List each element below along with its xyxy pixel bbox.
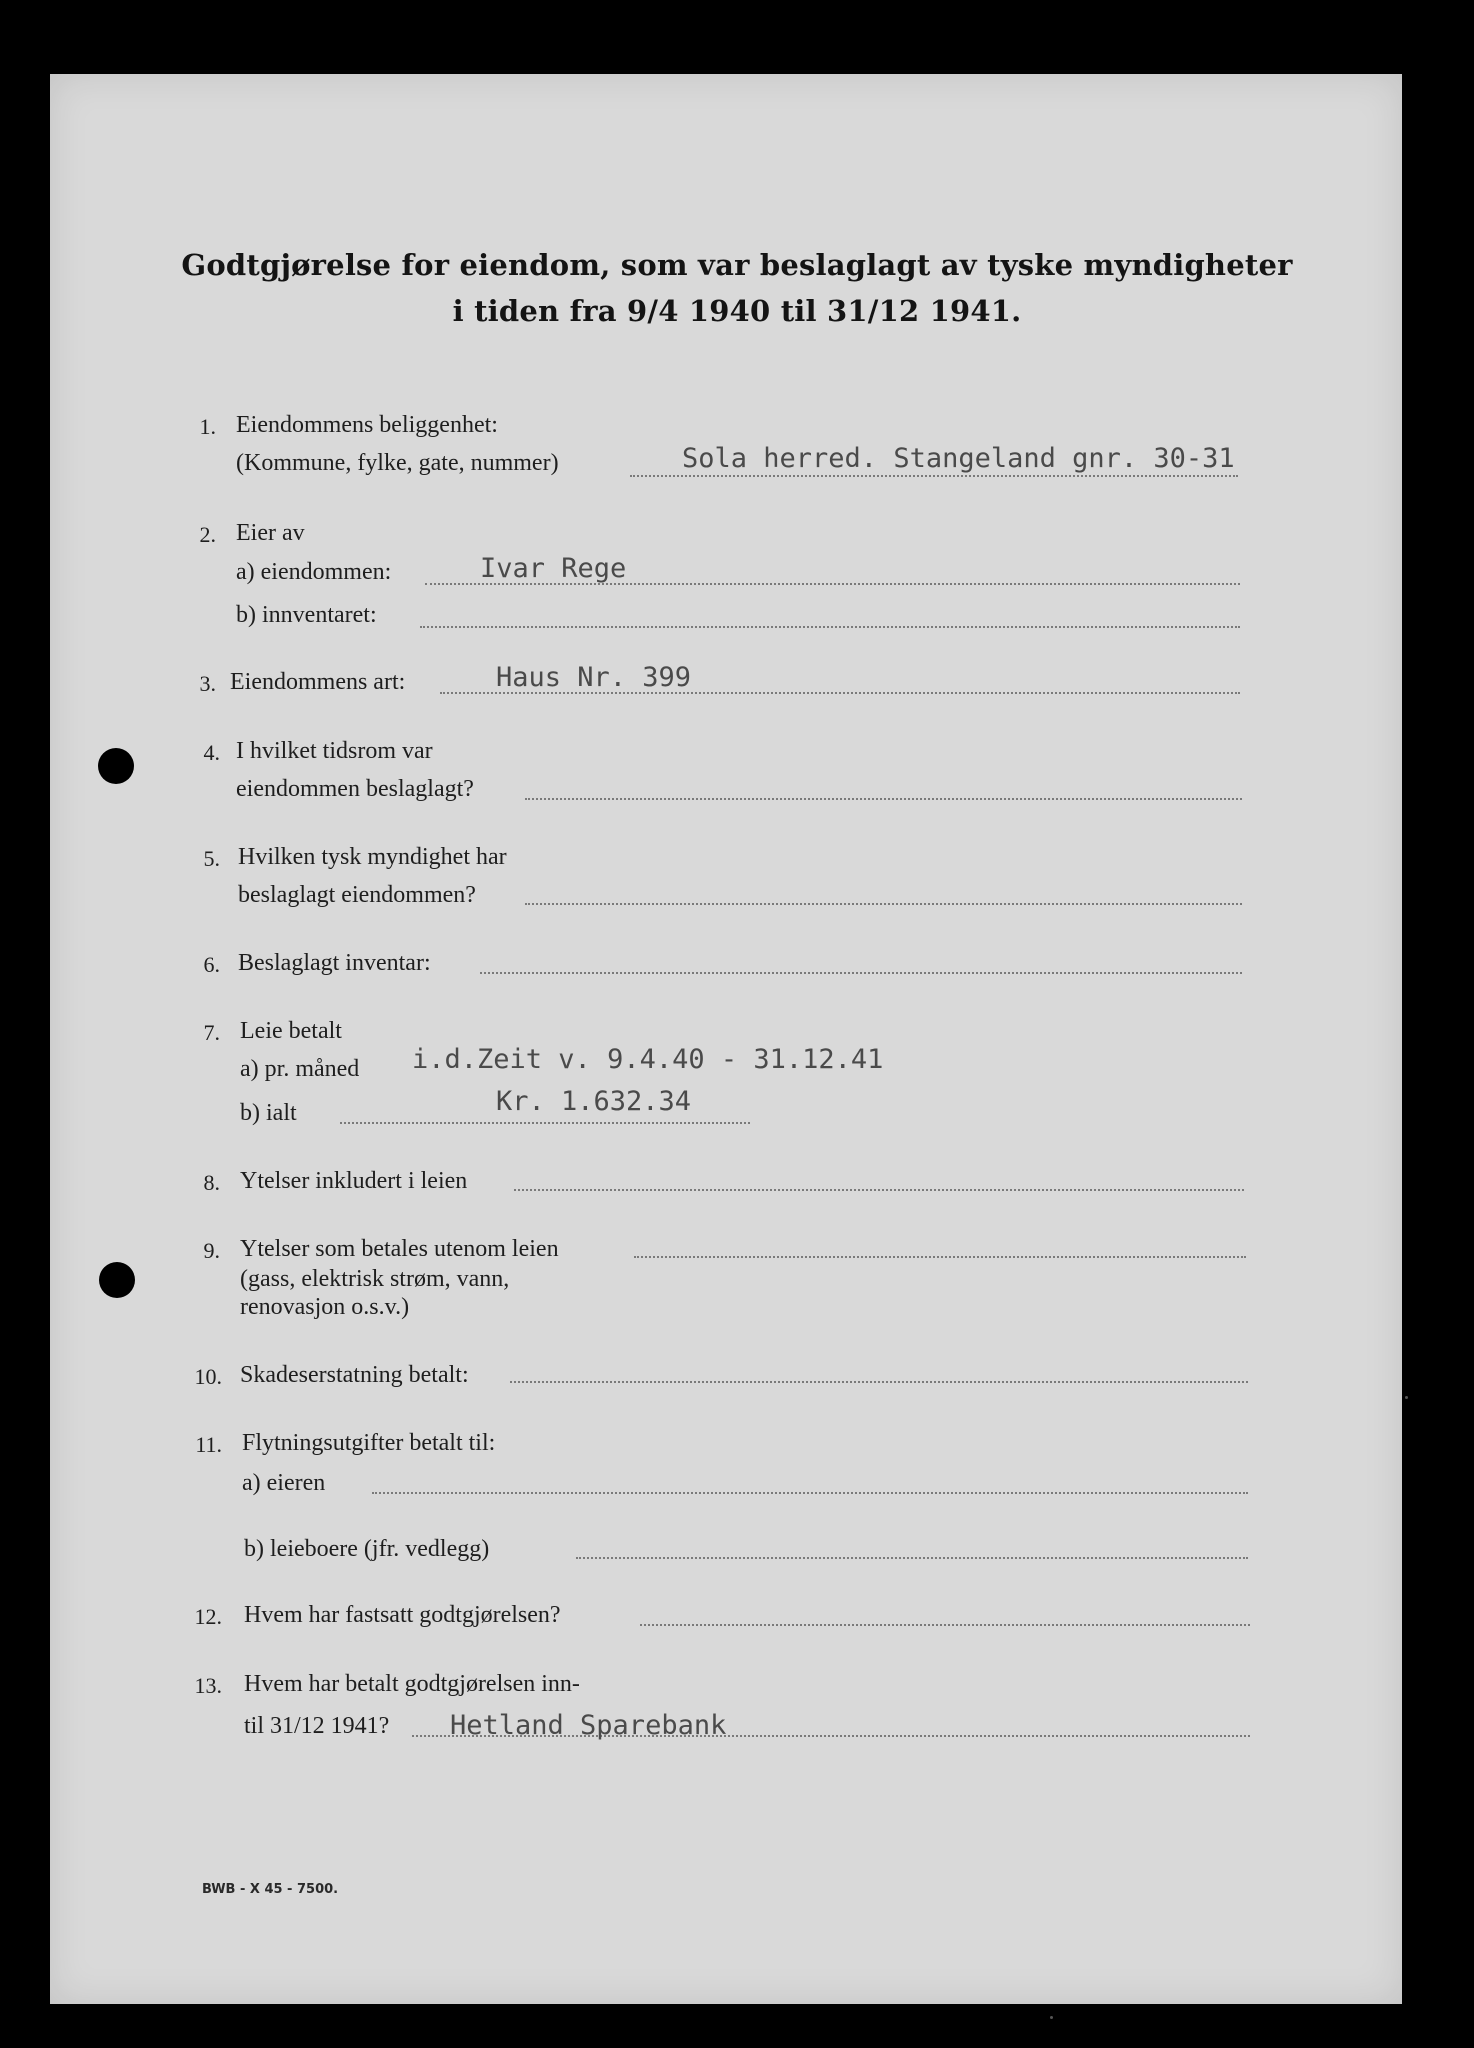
item-2-label: Eier av xyxy=(236,520,305,546)
form-title-line-1: Godtgjørelse for eiendom, som var beslaglagt av tyske myndigheter xyxy=(181,248,1293,282)
item-4-label: I hvilket tidsrom var xyxy=(236,738,433,764)
item-6-line xyxy=(480,972,1242,974)
item-2b-line xyxy=(420,626,1240,628)
item-9-sublabel-2: renovasjon o.s.v.) xyxy=(240,1294,410,1320)
item-11b-label: b) leieboere (jfr. vedlegg) xyxy=(244,1536,490,1562)
item-8-number: 8. xyxy=(203,1170,220,1195)
item-4-line xyxy=(525,798,1242,800)
item-4-number: 4. xyxy=(203,740,220,765)
item-11b-line xyxy=(576,1557,1248,1559)
item-9-number: 9. xyxy=(203,1238,220,1263)
paper-speck xyxy=(1405,1396,1408,1399)
item-2a-label: a) eiendommen: xyxy=(236,559,392,585)
item-7-number: 7. xyxy=(203,1020,220,1045)
item-13-sublabel: til 31/12 1941? xyxy=(244,1713,390,1739)
item-7b-label: b) ialt xyxy=(240,1100,297,1126)
item-5-label: Hvilken tysk myndighet har xyxy=(238,844,507,870)
item-7b-value: Kr. 1.632.34 xyxy=(496,1086,692,1117)
item-5-line xyxy=(525,903,1242,905)
form-title-line-2: i tiden fra 9/4 1940 til 31/12 1941. xyxy=(452,294,1022,328)
item-1-sublabel: (Kommune, fylke, gate, nummer) xyxy=(236,450,559,476)
item-7a-label: a) pr. måned xyxy=(240,1056,360,1082)
item-10-label: Skadeserstatning betalt: xyxy=(240,1362,469,1388)
item-13-label: Hvem har betalt godtgjørelsen inn- xyxy=(244,1671,580,1697)
item-11a-line xyxy=(372,1492,1248,1494)
item-9-sublabel-1: (gass, elektrisk strøm, vann, xyxy=(240,1266,510,1292)
item-11-number: 11. xyxy=(195,1432,222,1457)
item-1-number: 1. xyxy=(199,414,216,439)
item-3-number: 3. xyxy=(199,671,216,696)
item-1-label: Eiendommens beliggenhet: xyxy=(236,412,498,438)
item-3-label: Eiendommens art: xyxy=(230,669,406,695)
item-11-label: Flytningsutgifter betalt til: xyxy=(242,1430,496,1456)
punch-hole xyxy=(98,748,134,784)
item-13-number: 13. xyxy=(194,1673,222,1698)
item-4-sublabel: eiendommen beslaglagt? xyxy=(236,776,474,802)
item-9-line xyxy=(634,1256,1246,1258)
punch-hole xyxy=(99,1262,135,1298)
item-3-value: Haus Nr. 399 xyxy=(496,662,692,693)
printer-imprint: BWB - X 45 - 7500. xyxy=(202,1882,339,1897)
item-1-line xyxy=(630,475,1238,477)
item-10-number: 10. xyxy=(194,1364,222,1389)
paper-speck xyxy=(1050,2016,1053,2019)
item-2b-label: b) innventaret: xyxy=(236,602,377,628)
item-12-label: Hvem har fastsatt godtgjørelsen? xyxy=(244,1602,561,1628)
item-2a-value: Ivar Rege xyxy=(480,553,627,584)
item-7a-value: i.d.Zeit v. 9.4.40 - 31.12.41 xyxy=(412,1044,884,1075)
item-10-line xyxy=(510,1381,1248,1383)
item-12-number: 12. xyxy=(194,1604,222,1629)
item-11a-label: a) eieren xyxy=(242,1470,326,1496)
item-13-value: Hetland Sparebank xyxy=(450,1710,727,1741)
item-9-label: Ytelser som betales utenom leien xyxy=(240,1236,559,1262)
item-7-label: Leie betalt xyxy=(240,1018,342,1044)
item-5-sublabel: beslaglagt eiendommen? xyxy=(238,882,476,908)
item-7b-line xyxy=(340,1122,750,1124)
item-6-label: Beslaglagt inventar: xyxy=(238,950,431,976)
item-12-line xyxy=(640,1624,1250,1626)
item-5-number: 5. xyxy=(203,846,220,871)
item-6-number: 6. xyxy=(203,952,220,977)
item-8-line xyxy=(514,1189,1244,1191)
item-8-label: Ytelser inkludert i leien xyxy=(240,1168,468,1194)
item-2-number: 2. xyxy=(199,522,216,547)
item-1-value: Sola herred. Stangeland gnr. 30-31 xyxy=(682,443,1235,474)
